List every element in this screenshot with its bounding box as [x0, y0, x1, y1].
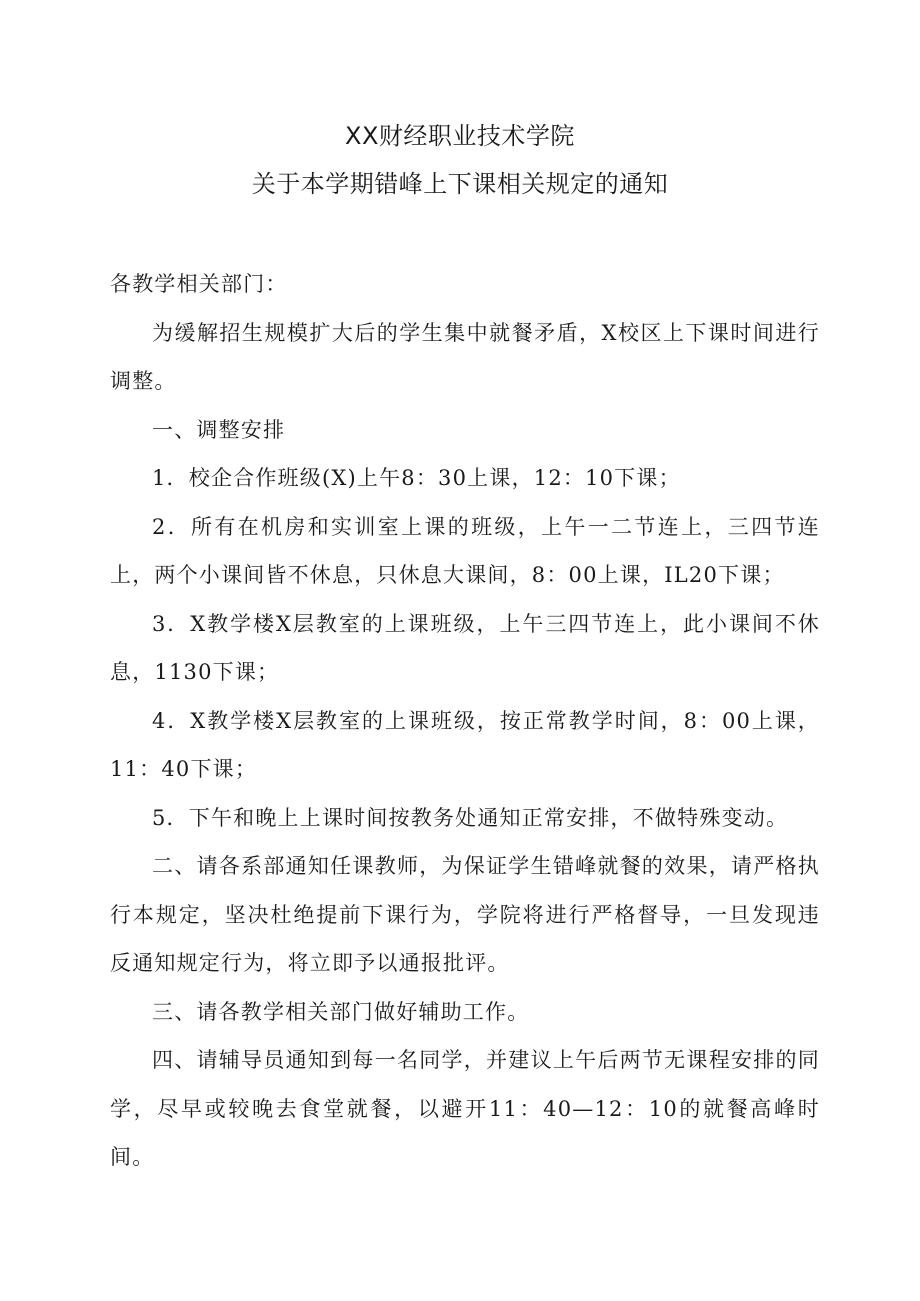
list-item-1: 1．校企合作班级(X)上午8：30上课，12：10下课； [152, 466, 681, 490]
list-item-4: 4．X教学楼X层教室的上课班级，按正常教学时间，8：00上课，11：40下课； [110, 708, 820, 781]
list-item-2: 2．所有在机房和实训室上课的班级，上午一二节连上，三四节连上，两个小课间皆不休息，只休息大课间，8：00上课，IL20下课； [110, 514, 820, 587]
section-heading-1: 一、调整安排 [152, 417, 286, 442]
list-item-5: 5．下午和晚上上课时间按教务处通知正常安排，不做特殊变动。 [152, 805, 789, 830]
section-2: 二、请各系部通知任课教师，为保证学生错峰就餐的效果，请严格执行本规定，坚决杜绝提前下课行为，学院将进行严格督导，一旦发现违反通知规定行为，将立即予以通报批评。 [110, 854, 820, 975]
document-body [110, 260, 820, 1182]
title-notice: 关于本学期错峰上下课相关规定的通知 [251, 170, 669, 198]
section-4: 四、请辅导员通知到每一名同学，并建议上午后两节无课程安排的同学，尽早或较晚去食堂就餐，以避开11：40—12：10的就餐高峰时间。 [110, 1048, 820, 1169]
list-item-3: 3．X教学楼X层教室的上课班级，上午三四节连上，此小课间不休息，1130下课； [110, 611, 820, 684]
title-institution: XX财经职业技术学院 [345, 122, 575, 150]
section-3: 三、请各教学相关部门做好辅助工作。 [152, 999, 530, 1024]
paragraph-intro: 为缓解招生规模扩大后的学生集中就餐矛盾，X校区上下课时间进行调整。 [110, 320, 820, 393]
document-title [0, 112, 920, 208]
salutation: 各教学相关部门： [110, 272, 288, 296]
